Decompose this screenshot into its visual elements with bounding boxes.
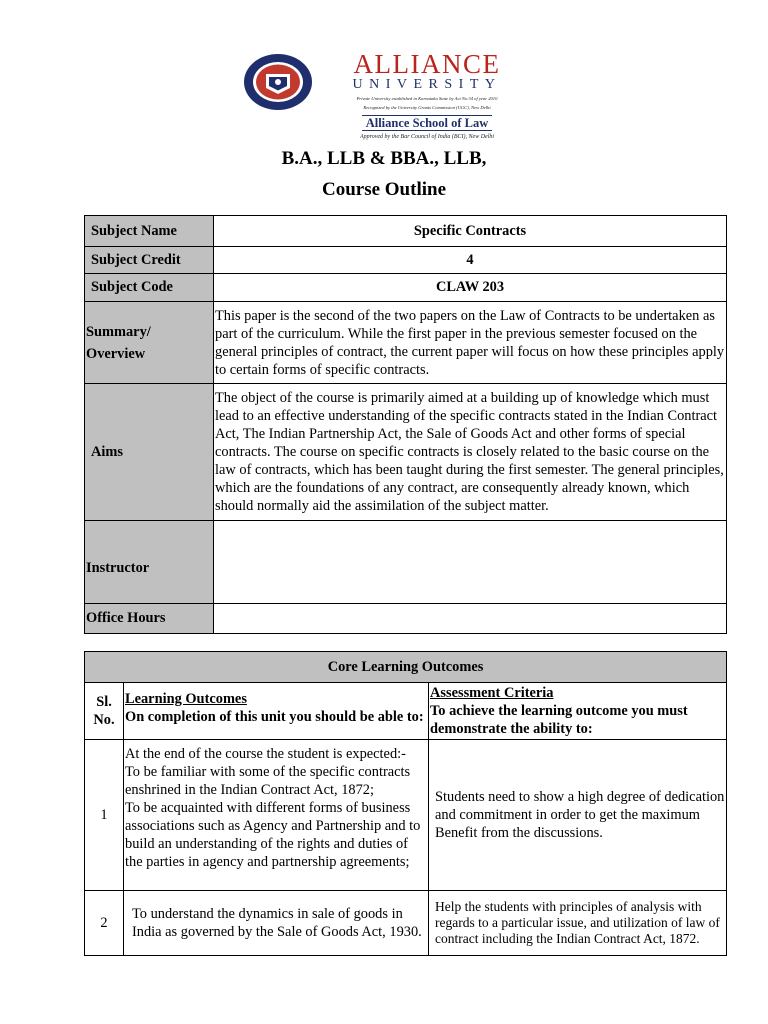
- school-name: Alliance School of Law: [362, 115, 493, 131]
- subject-code-label: Subject Code: [85, 274, 214, 302]
- table-row: [85, 740, 727, 891]
- brand-fine-print: Private University established in Karnataka State by Act No.34 of year 2010: [356, 96, 498, 101]
- aims-value: The object of the course is primarily aimed at a building up of knowledge which must lead to an effective understanding of the specific contracts stated in the Indian Contract Act, The Indian Partnership Act, the Sale of Goods Act and other forms of special contracts. The course on specific contracts is closely related to the basic course on the law of contracts, which has been taught during the first semester. The general principles, which are the foundations of any contract, are consequently already known, which should normally aid the assimilation of the subject matter.: [214, 384, 727, 521]
- table-row: [85, 521, 727, 604]
- col-sl-header: Sl. No.: [85, 683, 124, 740]
- outcome-line: To be familiar with some of the specific contracts enshrined in the Indian Contract Act, 1872;: [125, 764, 411, 798]
- summary-label: Summary/ Overview: [85, 302, 214, 384]
- aims-label: Aims: [85, 384, 214, 521]
- brand-name: ALLIANCE: [353, 49, 501, 79]
- table-row: [85, 652, 727, 683]
- learning-outcomes-table: [84, 651, 727, 956]
- university-seal-icon: [242, 52, 314, 112]
- outcome-line: At the end of the course the student is expected:-: [125, 746, 406, 762]
- assessment-criteria-subheading: To achieve the learning outcome you must demonstrate the ability to:: [430, 703, 688, 737]
- outcome-line: To understand the dynamics in sale of goods in India as governed by the Sale of Goods Act, 1930.: [132, 906, 422, 940]
- subject-code-value: CLAW 203: [214, 274, 727, 302]
- criteria-line: Help the students with principles of analysis with regards to a particular issue, and utilization of law of contract including the Indian Contract Act, 1872.: [435, 899, 720, 946]
- table-row: [85, 274, 727, 302]
- outcome-text: [124, 891, 429, 956]
- subject-credit-label: Subject Credit: [85, 247, 214, 274]
- subject-credit-value: 4: [214, 247, 727, 274]
- subject-table: [84, 215, 727, 634]
- outcome-text: [124, 740, 429, 891]
- criteria-line: Students need to show a high degree of dedication and commitment in order to get the maximum: [435, 789, 725, 823]
- subject-name-value: Specific Contracts: [214, 216, 727, 247]
- programme-title: B.A., LLB & BBA., LLB,: [281, 148, 487, 169]
- office-hours-label: Office Hours: [85, 604, 214, 634]
- brand-fine-print: Recognized by the University Grants Commission (UGC), New Delhi: [363, 104, 491, 110]
- document-title: Course Outline: [321, 179, 447, 200]
- summary-value: This paper is the second of the two papers on the Law of Contracts to be undertaken as part of the curriculum. While the first paper in the previous semester focused on the general principles of contract, the current paper will focus on how these principles apply to certain forms of specific contracts.: [214, 302, 727, 384]
- outcomes-title: Core Learning Outcomes: [85, 652, 727, 683]
- table-row: [85, 891, 727, 956]
- learning-outcomes-heading: Learning Outcomes: [125, 691, 247, 707]
- criteria-text: [429, 740, 727, 891]
- approval-note: Approved by the Bar Council of India (BCI), New Delhi: [359, 134, 495, 141]
- university-logo: [240, 49, 530, 141]
- row-number: 1: [85, 740, 124, 891]
- table-row: [85, 216, 727, 247]
- table-row: [85, 604, 727, 634]
- brand-subtitle: UNIVERSITY: [352, 77, 502, 92]
- office-hours-value: [214, 604, 727, 634]
- table-row: [85, 683, 727, 740]
- col-assessment-header: [429, 683, 727, 740]
- criteria-text: [429, 891, 727, 956]
- outcome-line: To be acquainted with different forms of business associations such as Agency and Partnership and to build an understanding of the rights and duties of the parties in agency and partnership agreements;: [125, 800, 421, 870]
- col-learning-header: [124, 683, 429, 740]
- learning-outcomes-subheading: On completion of this unit you should be able to:: [125, 709, 424, 725]
- table-row: [85, 247, 727, 274]
- table-row: [85, 302, 727, 384]
- instructor-value: [214, 521, 727, 604]
- table-row: [85, 384, 727, 521]
- criteria-line: Benefit from the discussions.: [435, 825, 603, 841]
- instructor-label: Instructor: [85, 521, 214, 604]
- subject-name-label: Subject Name: [85, 216, 214, 247]
- row-number: 2: [85, 891, 124, 956]
- assessment-criteria-heading: Assessment Criteria: [430, 685, 554, 701]
